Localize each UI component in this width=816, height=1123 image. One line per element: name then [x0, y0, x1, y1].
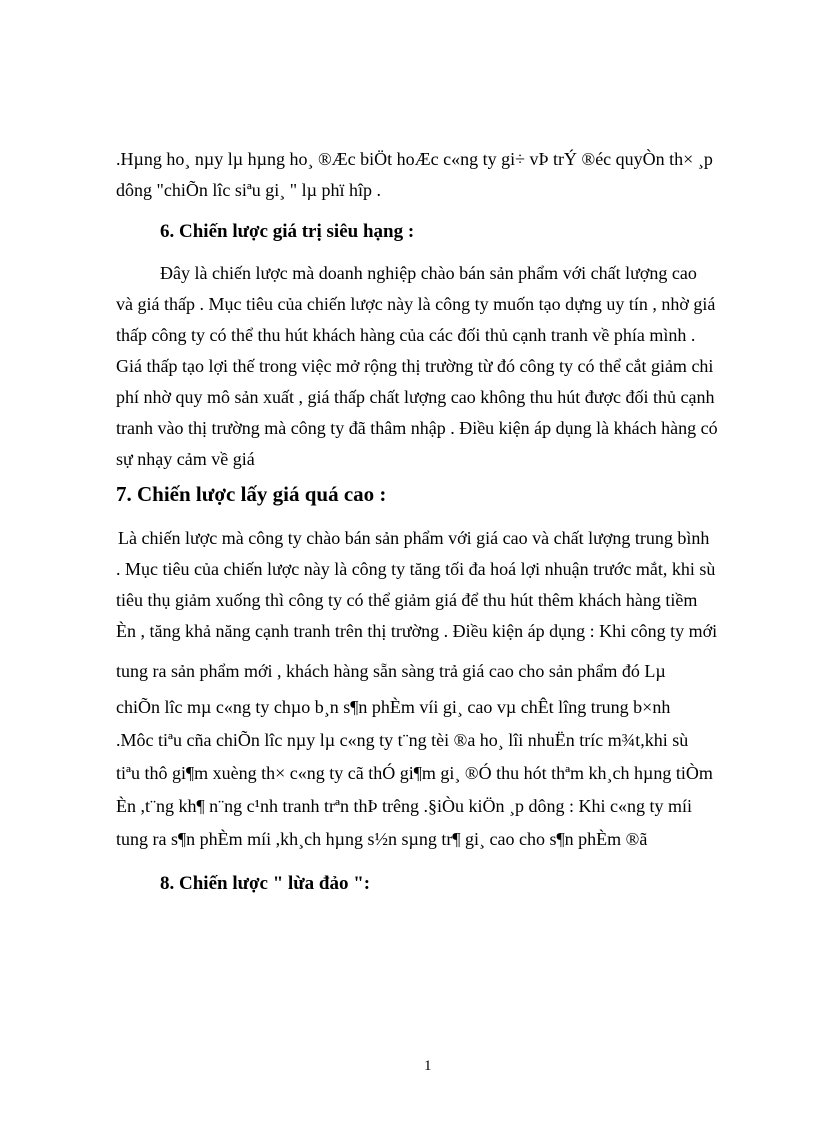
section-heading-6: 6. Chiến lược giá trị siêu hạng : — [160, 221, 415, 242]
text-line: dông "chiÕn lîc siªu gi¸ " lµ phï hîp . — [116, 180, 382, 200]
text-line: Đây là chiến lược mà doanh nghiệp chào bán sản phẩm với chất lượng cao — [160, 263, 697, 283]
text-line: . Mục tiêu của chiến lược này là công ty tăng tối đa hoá lợi nhuận trước mắt, khi sù — [116, 559, 716, 579]
page-number: 1 — [424, 1058, 432, 1074]
text-line: phí nhờ quy mô sản xuất , giá thấp chất lượng cao không thu hút được đối thủ cạnh — [116, 387, 715, 407]
text-line: thấp công ty có thể thu hút khách hàng của các đối thủ cạnh tranh về phía mình . — [116, 325, 696, 345]
text-line: .Hµng ho¸ nµy lµ hµng ho¸ ®Æc biÖt hoÆc c«ng ty gi÷ vÞ trÝ ®éc quyÒn th× ¸p — [116, 149, 713, 169]
section-heading-8: 8. Chiến lược " lừa đảo ": — [160, 873, 371, 894]
text-line: .Môc tiªu cña chiÕn lîc nµy lµ c«ng ty t¨ng tèi ®a ho¸ lîi nhuËn tríc m¾t,khi sù — [116, 730, 689, 750]
text-line: Giá thấp tạo lợi thế trong việc mở rộng thị trường từ đó công ty có thể cắt giảm chi — [116, 356, 714, 376]
text-line: tung ra s¶n phÈm míi ,kh¸ch hµng s½n sµng tr¶ gi¸ cao cho s¶n phÈm ®ã — [116, 829, 648, 849]
text-line: tiªu thô gi¶m xuèng th× c«ng ty cã thÓ gi¶m gi¸ ®Ó thu hót thªm kh¸ch hµng tiÒm — [116, 763, 713, 783]
section-heading-7: 7. Chiến lược lấy giá quá cao : — [116, 482, 387, 506]
text-line: tung ra sản phẩm mới , khách hàng sẵn sàng trả giá cao cho sản phẩm đó Lµ — [116, 661, 666, 681]
text-line: Èn ,t¨ng kh¶ n¨ng c¹nh tranh trªn thÞ trêng .§iÒu kiÖn ¸p dông : Khi c«ng ty míi — [116, 796, 692, 816]
text-line: Èn , tăng khả năng cạnh tranh trên thị trường . Điều kiện áp dụng : Khi công ty mới — [116, 621, 718, 641]
text-line: tiêu thụ giảm xuống thì công ty có thể giảm giá để thu hút thêm khách hàng tiềm — [116, 590, 698, 610]
text-line: chiÕn lîc mµ c«ng ty chµo b¸n s¶n phÈm víi gi¸ cao vµ chÊt lîng trung b×nh — [116, 697, 671, 717]
text-line: Là chiến lược mà công ty chào bán sản phẩm với giá cao và chất lượng trung bình — [118, 528, 710, 548]
text-line: tranh vào thị trường mà công ty đã thâm nhập . Điều kiện áp dụng là khách hàng có — [116, 418, 718, 438]
text-line: và giá thấp . Mục tiêu của chiến lược này là công ty muốn tạo dựng uy tín , nhờ giá — [116, 294, 716, 314]
text-line: sự nhạy cảm về giá — [116, 449, 255, 469]
